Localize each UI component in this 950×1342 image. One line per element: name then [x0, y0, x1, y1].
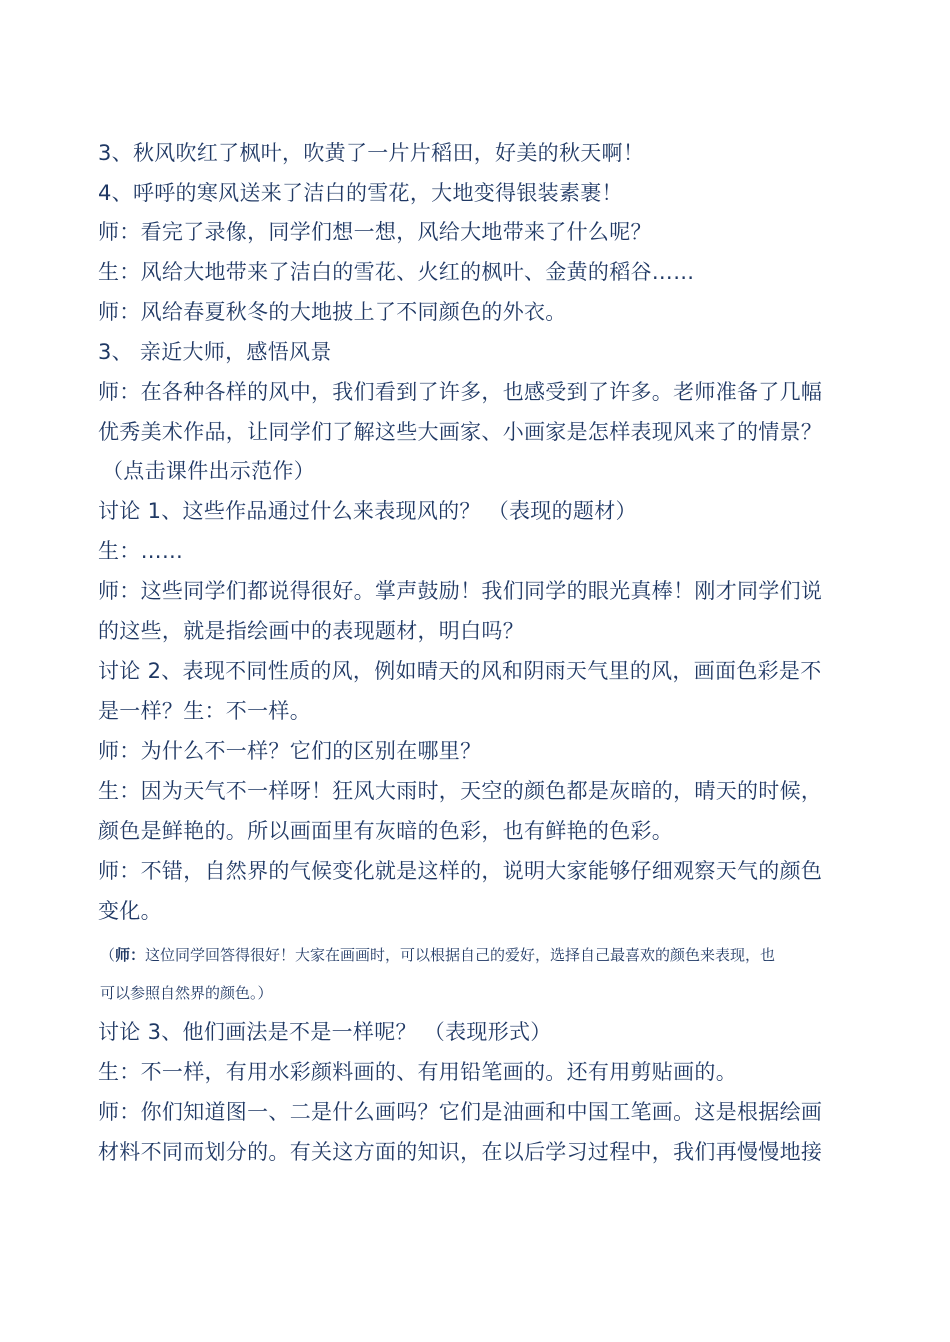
text-line: 的这些，就是指绘画中的表现题材，明白吗？	[98, 619, 524, 643]
teacher-note-line-1	[100, 945, 860, 965]
text-line: 生：风给大地带来了洁白的雪花、火红的枫叶、金黄的稻谷……	[98, 260, 695, 284]
text-line: 颜色是鲜艳的。所以画面里有灰暗的色彩，也有鲜艳的色彩。	[98, 819, 674, 843]
discussion-heading: 讨论 1、这些作品通过什么来表现风的？ （表现的题材）	[98, 499, 637, 523]
text-line: 生：不一样，有用水彩颜料画的、有用铅笔画的。还有用剪贴画的。	[98, 1060, 737, 1084]
text-line: 4、呼呼的寒风送来了洁白的雪花，大地变得银装素裹！	[98, 181, 623, 205]
text-line: 生：……	[98, 539, 184, 563]
note-text: 这位同学回答得很好！大家在画画时，可以根据自己的爱好，选择自己最喜欢的颜色来表现，也	[145, 946, 776, 964]
note-open-paren: （	[100, 946, 116, 964]
text-line: 师：不错，自然界的气候变化就是这样的，说明大家能够仔细观察天气的颜色	[98, 859, 823, 883]
text-line: 师：这些同学们都说得很好。掌声鼓励！我们同学的眼光真棒！刚才同学们说	[98, 579, 823, 603]
text-line: 师：为什么不一样？它们的区别在哪里？	[98, 739, 482, 763]
text-line: 材料不同而划分的。有关这方面的知识，在以后学习过程中，我们再慢慢地接	[98, 1140, 823, 1164]
section-heading: 3、 亲近大师，感悟风景	[98, 340, 332, 364]
teacher-note-line-2: 可以参照自然界的颜色。）	[100, 984, 273, 1002]
text-line: 优秀美术作品，让同学们了解这些大画家、小画家是怎样表现风来了的情景？	[98, 420, 823, 444]
discussion-heading: 讨论 3、他们画法是不是一样呢？ （表现形式）	[98, 1020, 552, 1044]
text-line: 师：在各种各样的风中，我们看到了许多，也感受到了许多。老师准备了几幅	[98, 380, 823, 404]
text-line: 3、秋风吹红了枫叶，吹黄了一片片稻田，好美的秋天啊！	[98, 141, 645, 165]
text-line: 师：你们知道图一、二是什么画吗？它们是油画和中国工笔画。这是根据绘画	[98, 1100, 823, 1124]
text-line: 师：风给春夏秋冬的大地披上了不同颜色的外衣。	[98, 300, 567, 324]
text-line: 变化。	[98, 899, 162, 923]
text-line: 师：看完了录像，同学们想一想，风给大地带来了什么呢？	[98, 220, 652, 244]
text-line: （点击课件出示范作）	[102, 459, 315, 483]
discussion-heading: 讨论 2、表现不同性质的风，例如晴天的风和阴雨天气里的风，画面色彩是不	[98, 659, 822, 683]
note-speaker: 师：	[115, 946, 146, 964]
text-line: 生：因为天气不一样呀！狂风大雨时，天空的颜色都是灰暗的，晴天的时候，	[98, 779, 823, 803]
text-line: 是一样？生：不一样。	[98, 699, 311, 723]
